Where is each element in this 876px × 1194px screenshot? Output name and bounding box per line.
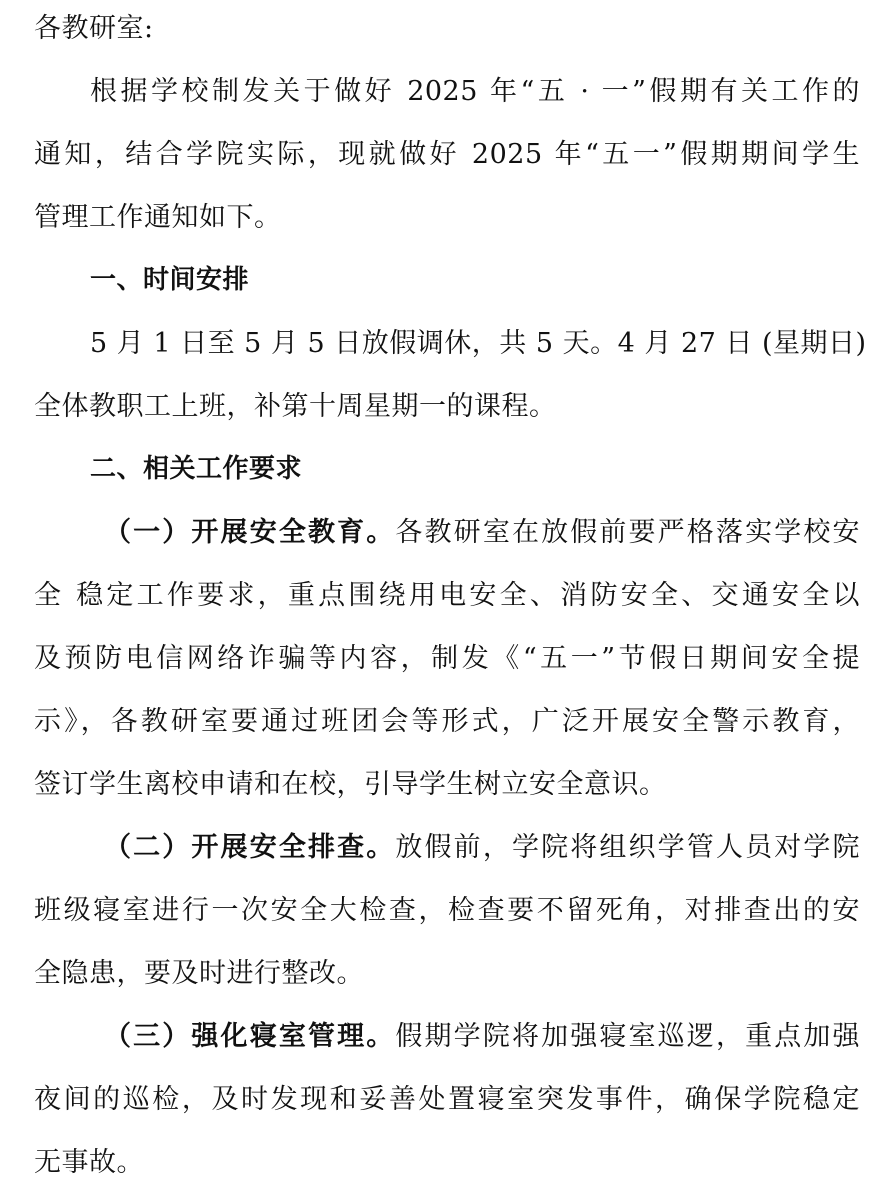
item-title: （三）强化寝室管理。 xyxy=(104,1021,396,1052)
paragraph-line: 5 月 1 日至 5 月 5 日放假调休，共 5 天。4 月 27 日 (星期日) xyxy=(90,328,867,359)
requirement-item-safety-inspection xyxy=(34,816,860,1005)
item-title: （一）开展安全教育。 xyxy=(104,517,396,548)
section-heading-requirements: 二、相关工作要求 xyxy=(90,454,303,484)
item-text: 放假前，学院将组织学管人员对学院 xyxy=(395,832,861,863)
requirement-item-dorm-management xyxy=(34,1005,860,1194)
paragraph-line: 示》，各教研室要通过班团会等形式，广泛开展安全警示教育， xyxy=(34,706,860,737)
paragraph-line xyxy=(34,501,860,564)
salutation: 各教研室: xyxy=(34,13,154,44)
paragraph-line: 通知，结合学院实际，现就做好 2025 年“五一”假期期间学生 xyxy=(34,139,860,170)
paragraph-line: 夜间的巡检，及时发现和妥善处置寝室突发事件，确保学院稳定 xyxy=(34,1084,860,1115)
item-title: （二）开展安全排查。 xyxy=(104,832,396,863)
paragraph-line: 无事故。 xyxy=(34,1147,144,1178)
paragraph-line: 管理工作通知如下。 xyxy=(34,202,282,233)
paragraph-line: 签订学生离校申请和在校，引导学生树立安全意识。 xyxy=(34,769,667,800)
section-heading-schedule: 一、时间安排 xyxy=(90,265,250,295)
paragraph-line xyxy=(34,816,860,879)
intro-paragraph xyxy=(34,60,860,249)
paragraph-line: 班级寝室进行一次安全大检查，检查要不留死角，对排查出的安 xyxy=(34,895,860,926)
item-text: 各教研室在放假前要严格落实学校安 xyxy=(395,517,861,548)
paragraph-line: 全 稳定工作要求，重点围绕用电安全、消防安全、交通安全以 xyxy=(34,580,860,611)
requirement-item-safety-education xyxy=(34,501,860,816)
item-text: 假期学院将加强寝室巡逻，重点加强 xyxy=(395,1021,861,1052)
paragraph-line: 全体教职工上班，补第十周星期一的课程。 xyxy=(34,391,557,422)
paragraph-line xyxy=(34,1005,860,1068)
paragraph-line: 全隐患，要及时进行整改。 xyxy=(34,958,364,989)
paragraph-line: 及预防电信网络诈骗等内容，制发《“五一”节假日期间安全提 xyxy=(34,643,860,674)
paragraph-line: 根据学校制发关于做好 2025 年“五 · 一”假期有关工作的 xyxy=(90,76,860,107)
schedule-paragraph xyxy=(34,312,867,438)
document-body xyxy=(34,0,867,1194)
